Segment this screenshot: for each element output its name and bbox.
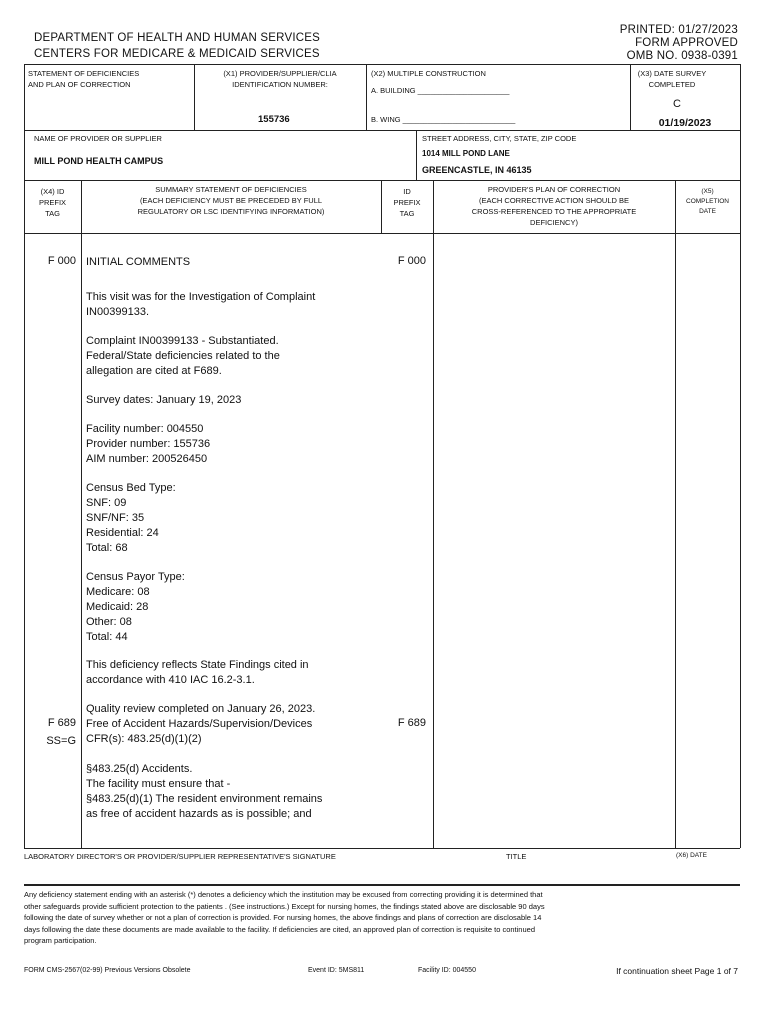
rule — [24, 130, 740, 131]
f689-tag-left: F 689 — [47, 717, 76, 729]
id-column-header: ID PREFIX TAG — [393, 187, 421, 218]
survey-dates: Survey dates: January 19, 2023 — [86, 394, 242, 406]
census-bed-type: Census Bed Type: SNF: 09 SNF/NF: 35 Residential: 24 Total: 68 — [86, 482, 176, 554]
omb-number: OMB NO. 0938-0391 — [626, 50, 738, 62]
signature-date-label: (X6) DATE — [676, 852, 707, 859]
x2-building: A. BUILDING ______________________ — [371, 86, 510, 95]
form-approved: FORM APPROVED — [635, 37, 738, 49]
f000-tag-left: F 000 — [47, 255, 76, 267]
f689-tag-right: F 689 — [397, 717, 426, 729]
rule — [24, 180, 740, 181]
x4-column-header: (X4) ID PREFIX TAG — [38, 187, 67, 218]
facility-id: Facility ID: 004550 — [418, 967, 476, 974]
printed-date: PRINTED: 01/27/2023 — [619, 24, 738, 36]
severity-tag: SS=G — [46, 735, 76, 747]
rule — [24, 884, 740, 886]
complaint-paragraph: This visit was for the Investigation of Complaint IN00399133. — [86, 291, 316, 318]
state-findings-paragraph: This deficiency reflects State Findings cited in accordance with 410 IAC 16.2-3.1. — [86, 659, 309, 686]
x1-label: (X1) PROVIDER/SUPPLIER/CLIA IDENTIFICATION NUMBER: — [223, 69, 337, 89]
x2-label: (X2) MULTIPLE CONSTRUCTION — [371, 69, 486, 78]
provider-name-label: NAME OF PROVIDER OR SUPPLIER — [34, 134, 162, 143]
department-title: DEPARTMENT OF HEALTH AND HUMAN SERVICES — [34, 32, 320, 44]
rule — [24, 848, 740, 849]
x5-column-header: (X5) COMPLETION DATE — [686, 188, 729, 215]
form-number: FORM CMS-2567(02-99) Previous Versions Obsolete — [24, 967, 191, 974]
disclaimer-text: Any deficiency statement ending with an asterisk (*) denotes a deficiency which the institution may be excused from correcting providing it is determined that other safeguards provide sufficient protection to the patients . (See instructions.) Except for nursing homes, the findings stated above are disclosable 90 days following the date of survey whether or not a plan of correction is provided. For nursing homes, the above findings and plans of correction are disclosable 14 days following the date these documents are made available to the facility. If deficiencies are cited, an approved plan of correction is requisite to continued program participation. — [24, 890, 545, 945]
accidents-paragraph: §483.25(d) Accidents. The facility must ensure that - §483.25(d)(1) The resident environment remains as free of accident hazards as is possible; and — [86, 763, 323, 820]
census-payor-type: Census Payor Type: Medicare: 08 Medicaid: 28 Other: 08 Total: 44 — [86, 571, 185, 643]
plan-column-header: PROVIDER'S PLAN OF CORRECTION (EACH CORRECTIVE ACTION SHOULD BE CROSS-REFERENCED TO THE APPROPRIATE DEFICIENCY) — [471, 185, 637, 227]
facility-numbers: Facility number: 004550 Provider number: 155736 AIM number: 200526450 — [86, 423, 211, 465]
street-address: 1014 MILL POND LANE — [422, 149, 510, 158]
x2-wing: B. WING ___________________________ — [371, 115, 516, 124]
title-label: TITLE — [506, 852, 527, 861]
quality-review-paragraph: Quality review completed on January 26, 2023. Free of Accident Hazards/Supervision/Devices CFR(s): 483.25(d)(1)(2) — [86, 703, 316, 745]
page-indicator: If continuation sheet Page 1 of 7 — [616, 966, 738, 976]
rule — [366, 64, 367, 130]
event-id: Event ID: 5MS811 — [308, 967, 365, 974]
column-divider — [381, 180, 382, 233]
substantiated-paragraph: Complaint IN00399133 - Substantiated. Federal/State deficiencies related to the allegation are cited at F689. — [86, 335, 280, 377]
column-divider — [81, 180, 82, 848]
x3-label: (X3) DATE SURVEY COMPLETED — [637, 69, 707, 89]
provider-id-number: 155736 — [258, 114, 290, 125]
initial-comments-heading: INITIAL COMMENTS — [86, 256, 191, 268]
agency-title: CENTERS FOR MEDICARE & MEDICAID SERVICES — [34, 48, 320, 60]
address-label: STREET ADDRESS, CITY, STATE, ZIP CODE — [422, 134, 577, 143]
rule — [24, 64, 25, 848]
statement-label: STATEMENT OF DEFICIENCIES AND PLAN OF CORRECTION — [28, 69, 140, 89]
signature-label: LABORATORY DIRECTOR'S OR PROVIDER/SUPPLIER REPRESENTATIVE'S SIGNATURE — [24, 852, 336, 861]
provider-name: MILL POND HEALTH CAMPUS — [34, 156, 164, 166]
column-divider — [433, 180, 434, 848]
city-state-zip: GREENCASTLE, IN 46135 — [422, 165, 532, 175]
rule — [740, 64, 741, 848]
column-divider — [675, 180, 676, 848]
summary-column-header: SUMMARY STATEMENT OF DEFICIENCIES (EACH DEFICIENCY MUST BE PRECEDED BY FULL REGULATORY OR LSC IDENTIFYING INFORMATION) — [137, 185, 325, 216]
rule — [24, 64, 740, 65]
f000-tag-right: F 000 — [397, 255, 426, 267]
survey-completed-date: 01/19/2023 — [658, 117, 712, 129]
x3-code: C — [673, 98, 681, 110]
rule — [24, 233, 740, 234]
rule — [416, 130, 417, 180]
